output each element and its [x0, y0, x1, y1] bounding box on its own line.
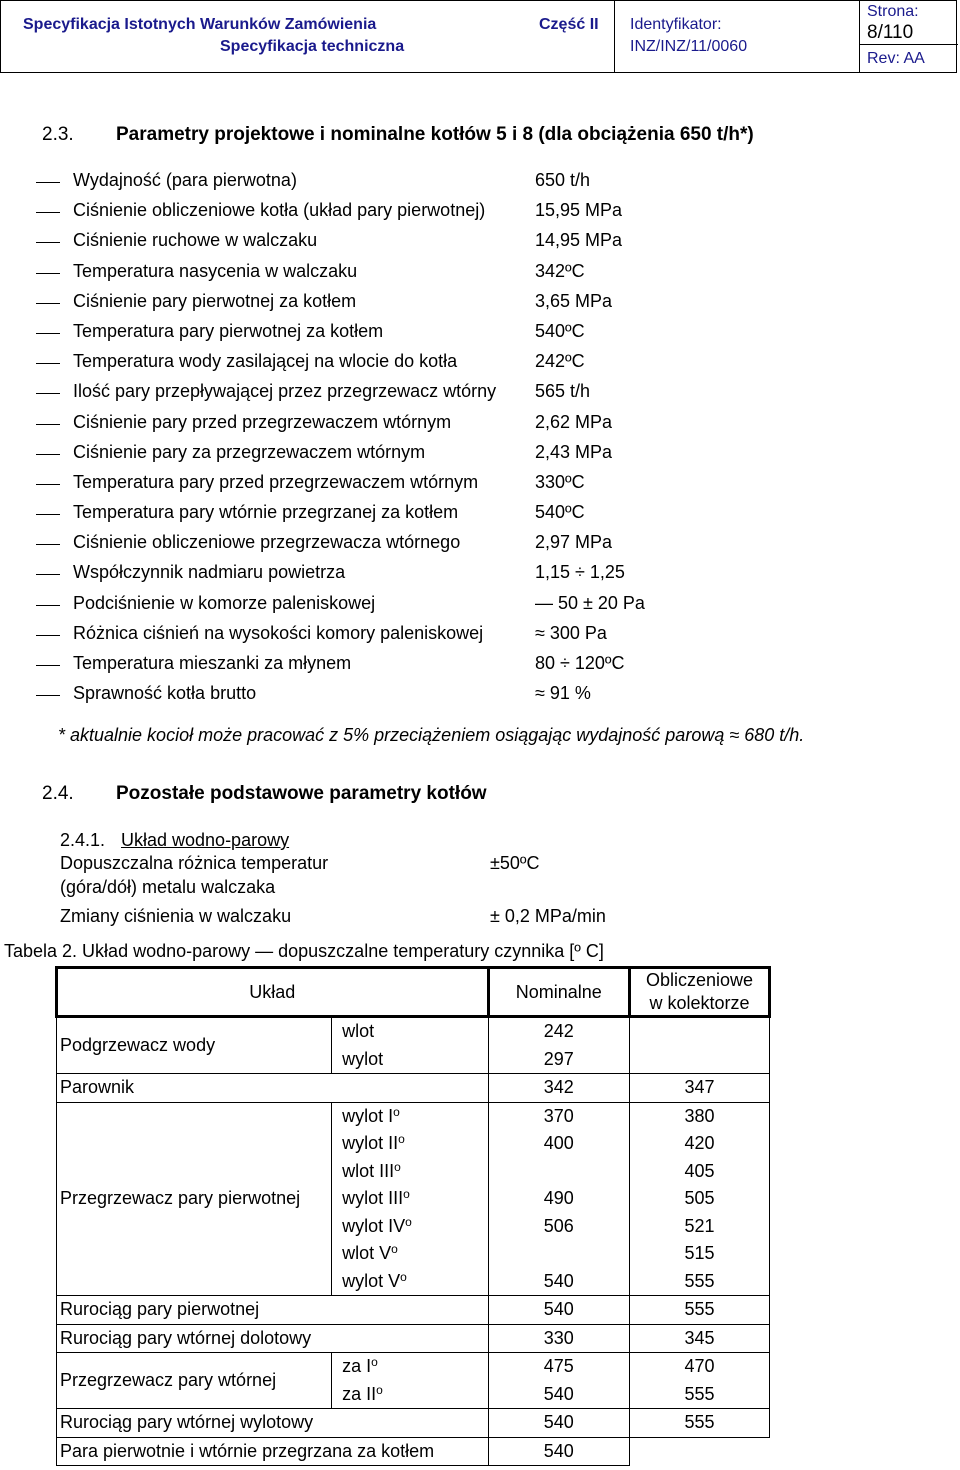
header-rev: Rev: AA [867, 50, 925, 67]
nominal-value: 400 [488, 1130, 629, 1158]
item-label: Dopuszczalna różnica temperatur [60, 853, 329, 873]
col-header-obliczeniowe: Obliczeniowe w kolektorze [629, 968, 769, 1017]
calc-value: 380 [629, 1102, 769, 1130]
parameter-row [30, 500, 730, 530]
bullet-dash [36, 303, 60, 304]
bullet-dash [36, 242, 60, 243]
nominal-value [488, 1158, 629, 1186]
parameter-value: 540ºC [535, 320, 585, 341]
row-label: Podgrzewacz wody [57, 1017, 332, 1074]
parameter-value: 2,43 MPa [535, 441, 613, 462]
parameter-row [30, 289, 730, 319]
bullet-dash [36, 484, 60, 485]
parameter-label: Ciśnienie obliczeniowe kotła (układ pary pierwotnej) [73, 200, 486, 221]
bullet-dash [36, 273, 60, 274]
calc-value: 420 [629, 1130, 769, 1158]
parameter-value: 540ºC [535, 502, 585, 523]
row-label: Rurociąg pary wtórnej dolotowy [57, 1324, 489, 1353]
nominal-value: 540 [488, 1381, 629, 1409]
header-page-value: 8/110 [867, 22, 914, 43]
parameter-value: 242ºC [535, 351, 585, 372]
parameter-value: 2,97 MPa [535, 532, 613, 553]
parameter-label: Ciśnienie pary za przegrzewaczem wtórnym [73, 441, 426, 462]
bullet-dash [36, 695, 60, 696]
bullet-dash [36, 635, 60, 636]
subsection-title: Układ wodno-parowy [121, 830, 290, 850]
row-label: Przegrzewacz pary wtórnej [57, 1353, 332, 1409]
parameter-label: Współczynnik nadmiaru powietrza [73, 562, 346, 583]
header-subtitle: Specyfikacja techniczna [220, 38, 405, 55]
nominal-value: 475 [488, 1353, 629, 1381]
subsection-number: 2.4.1. [60, 830, 106, 850]
parameter-label: Ciśnienie obliczeniowe przegrzewacza wtórnego [73, 532, 461, 553]
header-part: Część II [539, 16, 599, 33]
document-header [0, 0, 957, 73]
parameter-label: Wydajność (para pierwotna) [73, 170, 297, 190]
row-label: Para pierwotnie i wtórnie przegrzana za kotłem [57, 1437, 489, 1466]
header-id-value: INZ/INZ/11/0060 [630, 38, 748, 55]
parameter-row [30, 681, 730, 711]
calc-value: 555 [629, 1268, 769, 1296]
bullet-dash [36, 514, 60, 515]
calc-value: 555 [629, 1381, 769, 1409]
parameter-list [30, 168, 730, 711]
bullet-dash [36, 574, 60, 575]
sub-label: za $II^o$ [332, 1381, 488, 1409]
parameter-value: 342ºC [535, 260, 585, 281]
calc-value: 505 [629, 1185, 769, 1213]
bullet-dash [36, 424, 60, 425]
calc-value: 515 [629, 1240, 769, 1268]
parameter-label: Temperatura pary przed przegrzewaczem wtórnym [73, 471, 479, 492]
parameter-row [30, 440, 730, 470]
parameter-row [30, 198, 730, 228]
row-label: Przegrzewacz pary pierwotnej [57, 1102, 332, 1296]
temperature-table: Układ Nominalne Obliczeniowe w kolektorze Podgrzewacz wody wlot 242 wylot 297 Parownik 342 347 Przegrzewacz pary pierwotnej wylot $I^o$ 370 380 wylot $II^o$ 400 420 wlot III$^o$ 405 wylot III$^o$ 490 505 wylot $IV^o$ 506 521 wlot $V^o$ 515 wylot $V^o$ 540 555 Rurociąg pary pierwotnej 540 555 Rurociąg pary wtórnej dolotowy 330 345 Przegrzewacz pary wtórnej za $I^o$ 475 470 za $II^o$ 540 555 Rurociąg pary wtórnej wylotowy 540 555 Para pierwotnie i wtórnie przegrzana za kotłem 540 [55, 966, 771, 1466]
parameter-value: ≈ 91 % [535, 683, 591, 704]
row-label: Rurociąg pary pierwotnej [57, 1296, 489, 1325]
bullet-dash [36, 454, 60, 455]
bullet-dash [36, 605, 60, 606]
nominal-value [488, 1240, 629, 1268]
parameter-row [30, 470, 730, 500]
col-header-nominalne: Nominalne [488, 968, 629, 1017]
sub-label: wlot $V^o$ [332, 1240, 488, 1268]
sub-label: wylot $IV^o$ [332, 1213, 488, 1241]
bullet-dash [36, 333, 60, 334]
parameter-row [30, 379, 730, 409]
calc-value: 470 [629, 1353, 769, 1381]
parameter-row [30, 168, 730, 198]
parameter-row [30, 349, 730, 379]
row-label: Rurociąg pary wtórnej wylotowy [57, 1409, 489, 1438]
parameter-label: Ciśnienie pary przed przegrzewaczem wtórnym [73, 411, 452, 432]
parameter-value: 650 t/h [535, 170, 591, 190]
section-title-2-4: Pozostałe podstawowe parametry kotłów [116, 783, 487, 804]
parameter-row [30, 560, 730, 590]
bullet-dash [36, 544, 60, 545]
parameter-row [30, 651, 730, 681]
parameter-label: Temperatura pary wtórnie przegrzanej za kotłem [73, 502, 459, 523]
item-value: ±50ºC [490, 853, 540, 873]
row-label: Parownik [57, 1074, 489, 1103]
parameter-row [30, 530, 730, 560]
nominal-value: 540 [488, 1268, 629, 1296]
parameter-label: Temperatura mieszanki za młynem [73, 653, 352, 673]
bullet-dash [36, 393, 60, 394]
parameter-row [30, 228, 730, 258]
calc-value: 405 [629, 1158, 769, 1186]
item-label-line2: (góra/dół) metalu walczaka [60, 877, 276, 897]
calc-value: 521 [629, 1213, 769, 1241]
parameter-value: — 50 ± 20 Pa [535, 592, 645, 613]
nominal-value: 370 [488, 1102, 629, 1130]
col-header-uklad: Układ [57, 968, 489, 1017]
parameter-label: Sprawność kotła brutto [73, 683, 257, 704]
parameter-row [30, 621, 730, 651]
section-number: 2.3. [42, 124, 74, 145]
item-value: ± 0,2 MPa/min [490, 906, 606, 926]
sub-label: wylot $II^o$ [332, 1130, 488, 1158]
parameter-row [30, 259, 730, 289]
sub-label: wylot $I^o$ [332, 1102, 488, 1130]
parameter-label: Temperatura nasycenia w walczaku [73, 260, 358, 281]
header-id-label: Identyfikator: [630, 16, 722, 33]
parameter-value: 80 ÷ 120ºC [535, 653, 625, 673]
parameter-label: Różnica ciśnień na wysokości komory paleniskowej [73, 622, 484, 643]
parameter-value: 1,15 ÷ 1,25 [535, 562, 625, 583]
bullet-dash [36, 212, 60, 213]
parameter-value: 15,95 MPa [535, 200, 623, 221]
parameter-value: 3,65 MPa [535, 290, 613, 311]
parameter-label: Ciśnienie ruchowe w walczaku [73, 230, 318, 251]
parameter-value: 565 t/h [535, 381, 591, 402]
parameter-row [30, 319, 730, 349]
item-label: Zmiany ciśnienia w walczaku [60, 906, 292, 926]
parameter-value: 2,62 MPa [535, 411, 613, 432]
parameter-row [30, 410, 730, 440]
bullet-dash [36, 182, 60, 183]
bullet-dash [36, 665, 60, 666]
footnote: * aktualnie kocioł może pracować z 5% przeciążeniem osiągając wydajność parową ≈ 680 t/h. [58, 725, 805, 745]
parameter-label: Temperatura pary pierwotnej za kotłem [73, 320, 384, 341]
parameter-label: Podciśnienie w komorze paleniskowej [73, 592, 376, 613]
parameter-label: Temperatura wody zasilającej na wlocie do kotła [73, 351, 458, 372]
sub-label: wlot III$^o$ [332, 1158, 488, 1186]
nominal-value: 506 [488, 1213, 629, 1241]
nominal-value: 490 [488, 1185, 629, 1213]
header-title: Specyfikacja Istotnych Warunków Zamówienia [23, 16, 377, 33]
section-number-2-4: 2.4. [42, 783, 74, 804]
sub-label: za $I^o$ [332, 1353, 488, 1381]
bullet-dash [36, 363, 60, 364]
parameter-label: Ilość pary przepływającej przez przegrzewacz wtórny [73, 381, 497, 402]
parameter-value: 330ºC [535, 471, 585, 492]
parameter-row [30, 591, 730, 621]
table-caption: Tabela 2. Układ wodno-parowy — dopuszczalne temperatury czynnika [º C] [4, 941, 604, 961]
sub-label: wylot $V^o$ [332, 1268, 488, 1296]
parameter-value: ≈ 300 Pa [535, 622, 607, 643]
parameter-value: 14,95 MPa [535, 230, 623, 251]
section-title: Parametry projektowe i nominalne kotłów 5 i 8 (dla obciążenia 650 t/h*) [116, 124, 754, 145]
parameter-label: Ciśnienie pary pierwotnej za kotłem [73, 290, 357, 311]
sub-label: wylot III$^o$ [332, 1185, 488, 1213]
header-page-label: Strona: [867, 3, 919, 20]
